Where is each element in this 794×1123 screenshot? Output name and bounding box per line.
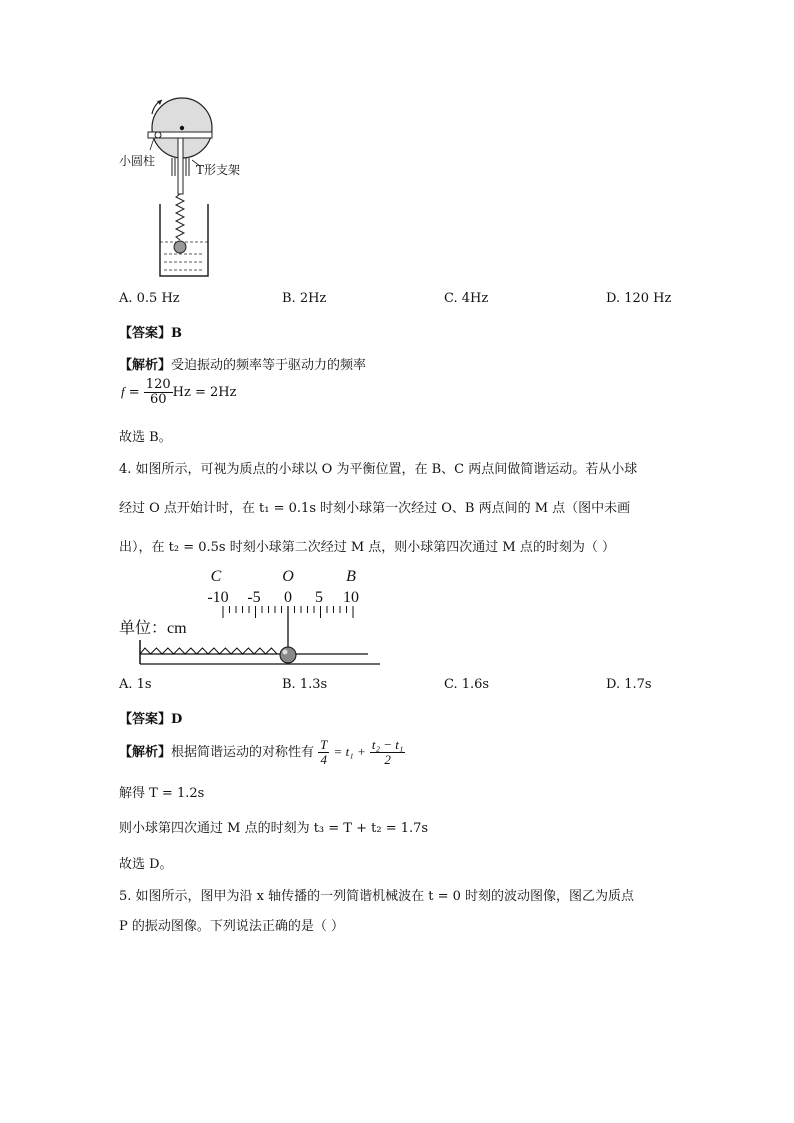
q4-analysis-head: 【解析】 xyxy=(119,745,172,760)
scale-label-0: 0 xyxy=(284,589,292,606)
scale-label-10: 10 xyxy=(343,589,359,606)
q4-fraction-dt-num: t₂ − t₁ xyxy=(371,737,404,752)
f-symbol: f xyxy=(121,384,125,399)
q3-analysis-text: 受迫振动的频率等于驱动力的频率 xyxy=(171,358,367,373)
scale-label-5: 5 xyxy=(315,589,323,606)
q5-stem-line1: 5. 如图所示，图甲为沿 x 轴传播的一列简谐机械波在 t = 0 时刻的波动图像，图乙为质点 xyxy=(119,889,635,904)
q4-fraction-dt-den: 2 xyxy=(384,752,391,767)
q4-stem-line2: 经过 O 点开始计时，在 t₁ = 0.1s 时刻小球第一次经过 O、B 两点间的 M 点（图中未画 xyxy=(119,501,631,516)
label-cylinder: 小圆柱 xyxy=(119,154,156,168)
q3-frequency-formula: f = $\frac{120}{60}$ Hz = 2Hz xyxy=(121,377,237,407)
scale-label-neg5: -5 xyxy=(247,589,261,606)
point-label-b: B xyxy=(346,568,356,585)
point-label-o: O xyxy=(282,568,294,585)
q3-option-d: D. 120 Hz xyxy=(606,291,672,306)
q3-option-b: B. 2Hz xyxy=(282,291,327,306)
label-t-frame: T形支架 xyxy=(196,163,241,177)
q5-stem-line2: P 的振动图像。下列说法正确的是（ ） xyxy=(119,919,345,934)
driven-oscillation-figure xyxy=(140,96,270,282)
q4-fraction-t4 xyxy=(318,738,329,767)
q4-fraction-t4-num: T xyxy=(320,737,328,752)
q4-equation-mid: = t₁ + xyxy=(333,744,366,759)
q4-stem-line3: 出），在 t₂ = 0.5s 时刻小球第二次经过 M 点，则小球第四次通过 M 点的时刻为（ ） xyxy=(119,540,615,555)
q4-analysis-text: 根据简谐运动的对称性有 xyxy=(171,745,315,760)
q4-option-a: A. 1s xyxy=(119,677,152,692)
point-label-c: C xyxy=(210,568,222,585)
q4-option-c: C. 1.6s xyxy=(444,677,490,692)
unit-label: 单位：cm xyxy=(119,620,187,637)
q3-fraction-den: 60 xyxy=(149,392,167,407)
q4-fourth-time: 则小球第四次通过 M 点的时刻为 t₃ = T + t₂ = 1.7s xyxy=(119,821,429,836)
q3-option-a: A. 0.5 Hz xyxy=(119,291,180,306)
q3-answer: 【答案】B xyxy=(119,326,182,341)
q3-conclusion: 故选 B。 xyxy=(119,430,172,445)
spring xyxy=(140,648,280,654)
q4-option-d: D. 1.7s xyxy=(606,677,652,692)
q4-solve: 解得 T = 1.2s xyxy=(119,786,205,801)
q4-fraction-dt xyxy=(370,738,406,767)
q4-fraction-t4-den: 4 xyxy=(320,752,328,767)
q3-formula-rhs: Hz = 2Hz xyxy=(172,385,237,400)
q4-analysis xyxy=(119,738,405,767)
q4-option-b: B. 1.3s xyxy=(282,677,328,692)
q3-option-c: C. 4Hz xyxy=(444,291,489,306)
q3-fraction-num: 120 xyxy=(145,377,171,392)
q3-analysis-head: 【解析】 xyxy=(119,358,172,373)
q3-analysis xyxy=(119,354,366,373)
q4-answer: 【答案】D xyxy=(119,712,183,727)
q4-stem-line1: 4. 如图所示，可视为质点的小球以 O 为平衡位置，在 B、C 两点间做简谐运动。若从小球 xyxy=(119,462,638,477)
q4-conclusion: 故选 D。 xyxy=(119,857,173,872)
q3-fraction xyxy=(144,378,173,407)
scale-label-neg10: -10 xyxy=(207,589,229,606)
